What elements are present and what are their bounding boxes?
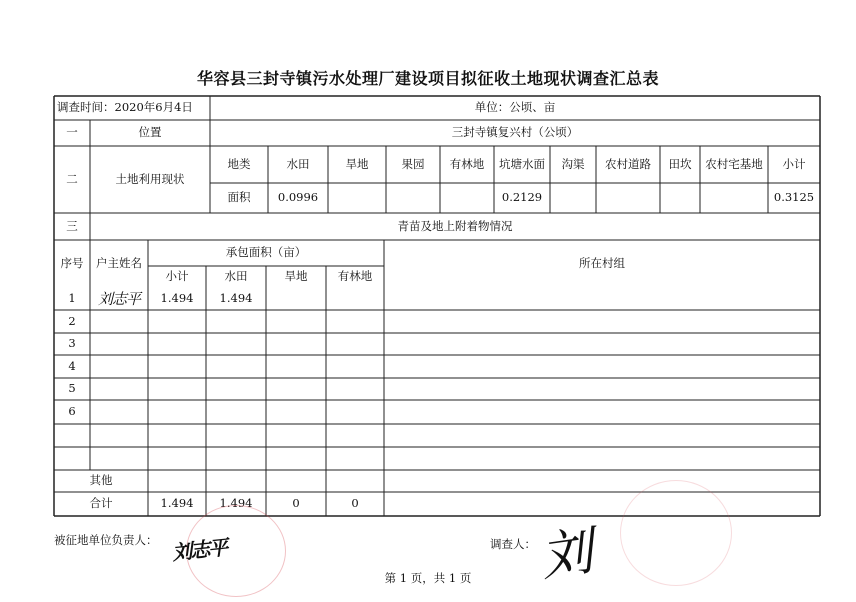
header-village-group: 所在村组: [579, 256, 625, 271]
investigator-signature: 刘: [536, 521, 597, 589]
land-area-4: 0.2129: [501, 190, 543, 205]
row-paddy: [206, 310, 266, 333]
land-area-label: 面积: [227, 190, 251, 205]
row-owner: 刘志平: [97, 289, 140, 308]
land-type-9: 小计: [782, 156, 806, 171]
survey-time: 调查时间：2020年6月4日: [57, 100, 193, 115]
header-dry: 旱地: [284, 269, 308, 284]
land-type-6: 农村道路: [605, 156, 651, 171]
row1-value: 三封寺镇复兴村（公顷）: [451, 125, 579, 140]
row1-num: 一: [66, 125, 78, 140]
row-seq: 3: [68, 336, 76, 351]
row3-num: 三: [66, 218, 78, 233]
row-owner: [90, 424, 148, 447]
row-subtotal: [148, 400, 206, 424]
row-dry: [266, 310, 326, 333]
row-paddy: [206, 400, 266, 424]
other-label: 其他: [89, 473, 113, 488]
land-area-1: [328, 183, 386, 213]
row-subtotal: [148, 378, 206, 400]
land-type-7: 田坎: [668, 156, 692, 171]
land-type-1: 旱地: [345, 156, 369, 171]
responsible-signature: 刘志平: [171, 535, 228, 565]
land-area-2: [386, 183, 440, 213]
row3-label: 青苗及地上附着物情况: [397, 218, 513, 233]
row-seq: [54, 447, 90, 470]
land-type-2: 果园: [401, 156, 425, 171]
land-type-4: 坑塘水面: [499, 156, 545, 171]
row-owner: [90, 400, 148, 424]
row-forest: [326, 288, 384, 310]
row-subtotal: [148, 447, 206, 470]
row-forest: [326, 310, 384, 333]
row-forest: [326, 333, 384, 355]
responsible-label: 被征地单位负责人：: [54, 533, 158, 547]
row-seq: 1: [68, 291, 76, 306]
land-type-3: 有林地: [449, 156, 485, 171]
row-group: [384, 378, 820, 400]
row-paddy: [206, 355, 266, 378]
row-seq: 6: [68, 404, 76, 419]
row-dry: [266, 378, 326, 400]
land-type-label: 地类: [227, 156, 251, 171]
row-paddy: 1.494: [219, 291, 253, 306]
row-owner: [90, 355, 148, 378]
row-forest: [326, 378, 384, 400]
page-title: 华容县三封寺镇污水处理厂建设项目拟征收土地现状调查汇总表: [196, 69, 659, 88]
header-forest: 有林地: [337, 269, 373, 284]
row-dry: [266, 288, 326, 310]
header-owner: 户主姓名: [96, 256, 142, 271]
row-owner: [90, 447, 148, 470]
row-group: [384, 355, 820, 378]
row-group: [384, 333, 820, 355]
row-paddy: [206, 378, 266, 400]
investigator-label: 调查人：: [490, 537, 536, 551]
row-owner: [90, 310, 148, 333]
row-owner: [90, 378, 148, 400]
row-paddy: [206, 447, 266, 470]
row-group: [384, 447, 820, 470]
page-info: 第 1 页，共 1 页: [384, 571, 472, 585]
land-area-5: [550, 183, 596, 213]
row-subtotal: [148, 310, 206, 333]
row-dry: [266, 333, 326, 355]
header-contract-area: 承包面积（亩）: [225, 245, 307, 260]
row-paddy: [206, 333, 266, 355]
row-subtotal: [148, 355, 206, 378]
unit-label: 单位：公顷、亩: [474, 100, 556, 115]
row-forest: [326, 447, 384, 470]
row-paddy: [206, 424, 266, 447]
row-seq: 4: [68, 358, 76, 373]
land-area-9: 0.3125: [773, 190, 815, 205]
land-area-6: [596, 183, 660, 213]
land-type-0: 水田: [286, 156, 310, 171]
total-dry: 0: [292, 496, 300, 511]
total-label: 合计: [89, 496, 113, 511]
row-dry: [266, 424, 326, 447]
row-seq: 5: [68, 381, 76, 396]
land-area-7: [660, 183, 700, 213]
row-seq: 2: [68, 313, 76, 328]
land-type-8: 农村宅基地: [705, 156, 763, 171]
land-area-3: [440, 183, 494, 213]
land-type-5: 沟渠: [561, 156, 585, 171]
row-group: [384, 310, 820, 333]
row-subtotal: 1.494: [160, 291, 194, 306]
row-forest: [326, 400, 384, 424]
total-paddy: 1.494: [219, 496, 253, 511]
row2-label: 土地利用现状: [115, 171, 185, 186]
row-forest: [326, 424, 384, 447]
row-group: [384, 424, 820, 447]
row-subtotal: [148, 333, 206, 355]
row-owner: [90, 333, 148, 355]
header-subtotal: 小计: [165, 269, 189, 284]
header-paddy: 水田: [224, 269, 248, 284]
row-dry: [266, 400, 326, 424]
row-group: [384, 400, 820, 424]
row-subtotal: [148, 424, 206, 447]
row-dry: [266, 447, 326, 470]
land-area-0: 0.0996: [277, 190, 319, 205]
row-seq: [54, 424, 90, 447]
land-area-8: [700, 183, 768, 213]
row-forest: [326, 355, 384, 378]
row-dry: [266, 355, 326, 378]
row1-label: 位置: [138, 125, 162, 140]
header-seq: 序号: [60, 256, 84, 271]
row-group: [384, 288, 820, 310]
row2-num: 二: [66, 171, 78, 186]
total-forest: 0: [351, 496, 359, 511]
total-subtotal: 1.494: [160, 496, 194, 511]
